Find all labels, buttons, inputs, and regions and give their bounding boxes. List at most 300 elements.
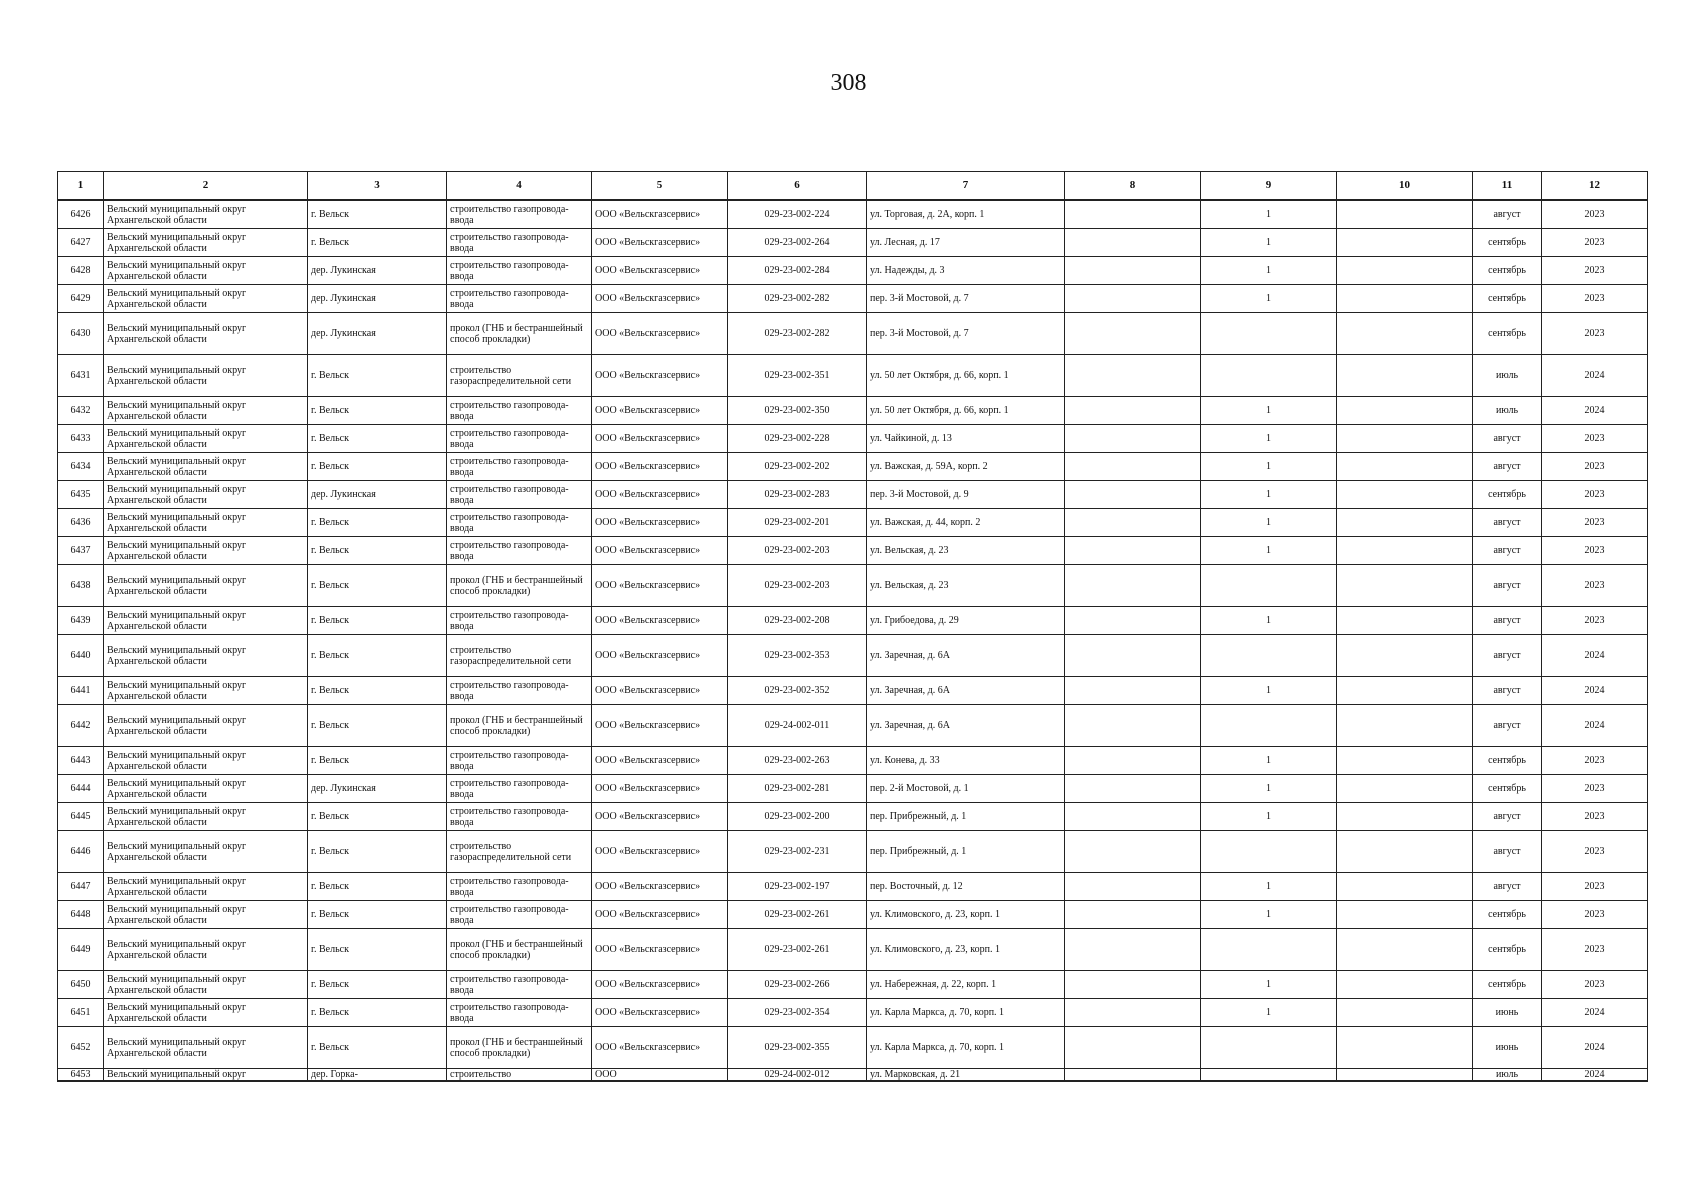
organization-cell: ООО «Вельскгазсервис» (592, 481, 728, 509)
year-cell: 2024 (1542, 355, 1648, 397)
locality-cell: г. Вельск (308, 537, 447, 565)
column-header: 3 (308, 172, 447, 201)
row-number: 6453 (58, 1069, 104, 1082)
work-type-cell: строительство газопровода-ввода (447, 481, 592, 509)
table-row (58, 929, 1648, 971)
table-row (58, 873, 1648, 901)
month-cell: сентябрь (1473, 481, 1542, 509)
column-8-cell (1065, 509, 1201, 537)
column-header: 4 (447, 172, 592, 201)
row-number: 6447 (58, 873, 104, 901)
row-number: 6430 (58, 313, 104, 355)
month-cell: август (1473, 705, 1542, 747)
work-type-cell: строительство газопровода-ввода (447, 285, 592, 313)
locality-cell: г. Вельск (308, 1027, 447, 1069)
object-code-cell: 029-23-002-282 (728, 313, 867, 355)
month-cell: август (1473, 831, 1542, 873)
column-9-cell: 1 (1201, 873, 1337, 901)
column-8-cell (1065, 1069, 1201, 1082)
table-row (58, 453, 1648, 481)
table-row (58, 537, 1648, 565)
work-type-cell: строительство газопровода-ввода (447, 873, 592, 901)
object-code-cell: 029-23-002-203 (728, 565, 867, 607)
row-number: 6432 (58, 397, 104, 425)
work-type-cell: строительство газопровода-ввода (447, 803, 592, 831)
table-row (58, 901, 1648, 929)
address-cell: ул. Вельская, д. 23 (867, 565, 1065, 607)
object-code-cell: 029-23-002-266 (728, 971, 867, 999)
column-8-cell (1065, 537, 1201, 565)
organization-cell: ООО «Вельскгазсервис» (592, 509, 728, 537)
organization-cell: ООО «Вельскгазсервис» (592, 313, 728, 355)
locality-cell: г. Вельск (308, 929, 447, 971)
municipality-cell: Вельский муниципальный округ Архангельской области (104, 453, 308, 481)
address-cell: ул. Грибоедова, д. 29 (867, 607, 1065, 635)
work-type-cell: строительство газопровода-ввода (447, 453, 592, 481)
year-cell: 2024 (1542, 1069, 1648, 1082)
object-code-cell: 029-23-002-283 (728, 481, 867, 509)
year-cell: 2023 (1542, 509, 1648, 537)
table-row (58, 425, 1648, 453)
year-cell: 2023 (1542, 607, 1648, 635)
locality-cell: г. Вельск (308, 901, 447, 929)
year-cell: 2024 (1542, 999, 1648, 1027)
column-9-cell (1201, 565, 1337, 607)
row-number: 6431 (58, 355, 104, 397)
work-type-cell: строительство газопровода-ввода (447, 901, 592, 929)
work-type-cell: строительство газораспределительной сети (447, 831, 592, 873)
column-8-cell (1065, 285, 1201, 313)
object-code-cell: 029-23-002-228 (728, 425, 867, 453)
work-type-cell: строительство газораспределительной сети (447, 355, 592, 397)
year-cell: 2024 (1542, 1027, 1648, 1069)
organization-cell: ООО «Вельскгазсервис» (592, 565, 728, 607)
municipality-cell: Вельский муниципальный округ Архангельской области (104, 929, 308, 971)
column-8-cell (1065, 971, 1201, 999)
locality-cell: г. Вельск (308, 565, 447, 607)
municipality-cell: Вельский муниципальный округ Архангельской области (104, 355, 308, 397)
municipality-cell: Вельский муниципальный округ Архангельской области (104, 313, 308, 355)
year-cell: 2023 (1542, 257, 1648, 285)
column-8-cell (1065, 607, 1201, 635)
column-9-cell: 1 (1201, 481, 1337, 509)
address-cell: ул. Климовского, д. 23, корп. 1 (867, 901, 1065, 929)
address-cell: ул. Чайкиной, д. 13 (867, 425, 1065, 453)
address-cell: ул. Набережная, д. 22, корп. 1 (867, 971, 1065, 999)
object-code-cell: 029-23-002-203 (728, 537, 867, 565)
locality-cell: г. Вельск (308, 200, 447, 229)
address-cell: ул. Климовского, д. 23, корп. 1 (867, 929, 1065, 971)
organization-cell: ООО «Вельскгазсервис» (592, 705, 728, 747)
column-10-cell (1337, 607, 1473, 635)
municipality-cell: Вельский муниципальный округ Архангельской области (104, 229, 308, 257)
month-cell: сентябрь (1473, 229, 1542, 257)
address-cell: ул. Конева, д. 33 (867, 747, 1065, 775)
column-10-cell (1337, 677, 1473, 705)
month-cell: сентябрь (1473, 747, 1542, 775)
column-10-cell (1337, 481, 1473, 509)
organization-cell: ООО «Вельскгазсервис» (592, 901, 728, 929)
column-8-cell (1065, 313, 1201, 355)
address-cell: ул. Важская, д. 59А, корп. 2 (867, 453, 1065, 481)
table-row (58, 229, 1648, 257)
column-9-cell (1201, 313, 1337, 355)
object-code-cell: 029-23-002-351 (728, 355, 867, 397)
table-row (58, 257, 1648, 285)
object-code-cell: 029-23-002-282 (728, 285, 867, 313)
work-type-cell: строительство газопровода-ввода (447, 999, 592, 1027)
year-cell: 2023 (1542, 565, 1648, 607)
month-cell: июнь (1473, 1027, 1542, 1069)
organization-cell: ООО «Вельскгазсервис» (592, 803, 728, 831)
month-cell: июль (1473, 1069, 1542, 1082)
row-number: 6438 (58, 565, 104, 607)
organization-cell: ООО «Вельскгазсервис» (592, 355, 728, 397)
work-type-cell: строительство газопровода-ввода (447, 677, 592, 705)
address-cell: ул. Заречная, д. 6А (867, 705, 1065, 747)
column-header: 2 (104, 172, 308, 201)
row-number: 6452 (58, 1027, 104, 1069)
municipality-cell: Вельский муниципальный округ Архангельской области (104, 747, 308, 775)
row-number: 6443 (58, 747, 104, 775)
row-number: 6434 (58, 453, 104, 481)
month-cell: август (1473, 509, 1542, 537)
column-9-cell: 1 (1201, 397, 1337, 425)
locality-cell: г. Вельск (308, 677, 447, 705)
column-8-cell (1065, 229, 1201, 257)
column-9-cell (1201, 929, 1337, 971)
work-type-cell: строительство газопровода-ввода (447, 397, 592, 425)
locality-cell: дер. Лукинская (308, 481, 447, 509)
column-8-cell (1065, 999, 1201, 1027)
year-cell: 2023 (1542, 200, 1648, 229)
column-8-cell (1065, 901, 1201, 929)
column-8-cell (1065, 831, 1201, 873)
column-8-cell (1065, 565, 1201, 607)
municipality-cell: Вельский муниципальный округ Архангельской области (104, 775, 308, 803)
organization-cell: ООО «Вельскгазсервис» (592, 677, 728, 705)
municipality-cell: Вельский муниципальный округ Архангельской области (104, 537, 308, 565)
work-type-cell: строительство газопровода-ввода (447, 775, 592, 803)
work-type-cell: прокол (ГНБ и бестраншейный способ прокладки) (447, 929, 592, 971)
organization-cell: ООО «Вельскгазсервис» (592, 229, 728, 257)
address-cell: ул. Вельская, д. 23 (867, 537, 1065, 565)
organization-cell: ООО «Вельскгазсервис» (592, 200, 728, 229)
table-row (58, 1069, 1648, 1082)
organization-cell: ООО «Вельскгазсервис» (592, 873, 728, 901)
work-type-cell: строительство (447, 1069, 592, 1082)
municipality-cell: Вельский муниципальный округ Архангельской области (104, 607, 308, 635)
column-10-cell (1337, 999, 1473, 1027)
month-cell: сентябрь (1473, 257, 1542, 285)
column-header: 7 (867, 172, 1065, 201)
row-number: 6445 (58, 803, 104, 831)
work-type-cell: строительство газопровода-ввода (447, 747, 592, 775)
year-cell: 2023 (1542, 425, 1648, 453)
column-8-cell (1065, 747, 1201, 775)
organization-cell: ООО «Вельскгазсервис» (592, 775, 728, 803)
organization-cell: ООО «Вельскгазсервис» (592, 425, 728, 453)
column-8-cell (1065, 929, 1201, 971)
organization-cell: ООО «Вельскгазсервис» (592, 257, 728, 285)
locality-cell: г. Вельск (308, 873, 447, 901)
locality-cell: г. Вельск (308, 705, 447, 747)
column-8-cell (1065, 200, 1201, 229)
municipality-cell: Вельский муниципальный округ Архангельской области (104, 873, 308, 901)
municipality-cell: Вельский муниципальный округ Архангельской области (104, 397, 308, 425)
column-10-cell (1337, 453, 1473, 481)
address-cell: пер. Прибрежный, д. 1 (867, 831, 1065, 873)
locality-cell: г. Вельск (308, 453, 447, 481)
row-number: 6442 (58, 705, 104, 747)
table-row (58, 285, 1648, 313)
column-10-cell (1337, 537, 1473, 565)
table-row (58, 999, 1648, 1027)
municipality-cell: Вельский муниципальный округ Архангельской области (104, 285, 308, 313)
column-10-cell (1337, 635, 1473, 677)
locality-cell: дер. Горка- (308, 1069, 447, 1082)
locality-cell: дер. Лукинская (308, 313, 447, 355)
address-cell: ул. Надежды, д. 3 (867, 257, 1065, 285)
registry-table (57, 171, 1648, 1082)
column-10-cell (1337, 747, 1473, 775)
work-type-cell: прокол (ГНБ и бестраншейный способ прокладки) (447, 705, 592, 747)
year-cell: 2024 (1542, 397, 1648, 425)
row-number: 6451 (58, 999, 104, 1027)
organization-cell: ООО «Вельскгазсервис» (592, 747, 728, 775)
work-type-cell: прокол (ГНБ и бестраншейный способ прокладки) (447, 313, 592, 355)
work-type-cell: строительство газопровода-ввода (447, 971, 592, 999)
column-10-cell (1337, 971, 1473, 999)
row-number: 6449 (58, 929, 104, 971)
column-10-cell (1337, 257, 1473, 285)
page-number: 308 (830, 70, 867, 96)
year-cell: 2023 (1542, 929, 1648, 971)
row-number: 6428 (58, 257, 104, 285)
row-number: 6439 (58, 607, 104, 635)
work-type-cell: строительство газопровода-ввода (447, 509, 592, 537)
table-row (58, 565, 1648, 607)
address-cell: ул. 50 лет Октября, д. 66, корп. 1 (867, 355, 1065, 397)
organization-cell: ООО (592, 1069, 728, 1082)
locality-cell: г. Вельск (308, 635, 447, 677)
municipality-cell: Вельский муниципальный округ Архангельской области (104, 677, 308, 705)
object-code-cell: 029-23-002-261 (728, 901, 867, 929)
municipality-cell: Вельский муниципальный округ Архангельской области (104, 803, 308, 831)
municipality-cell: Вельский муниципальный округ Архангельской области (104, 971, 308, 999)
address-cell: пер. 2-й Мостовой, д. 1 (867, 775, 1065, 803)
table-row (58, 831, 1648, 873)
column-9-cell (1201, 355, 1337, 397)
municipality-cell: Вельский муниципальный округ Архангельской области (104, 425, 308, 453)
address-cell: пер. Прибрежный, д. 1 (867, 803, 1065, 831)
column-10-cell (1337, 285, 1473, 313)
column-header: 12 (1542, 172, 1648, 201)
column-10-cell (1337, 929, 1473, 971)
column-header: 11 (1473, 172, 1542, 201)
month-cell: сентябрь (1473, 775, 1542, 803)
address-cell: ул. Торговая, д. 2А, корп. 1 (867, 200, 1065, 229)
column-9-cell: 1 (1201, 747, 1337, 775)
row-number: 6429 (58, 285, 104, 313)
locality-cell: дер. Лукинская (308, 775, 447, 803)
work-type-cell: строительство газопровода-ввода (447, 229, 592, 257)
month-cell: август (1473, 200, 1542, 229)
table-row (58, 313, 1648, 355)
row-number: 6441 (58, 677, 104, 705)
column-8-cell (1065, 635, 1201, 677)
object-code-cell: 029-23-002-200 (728, 803, 867, 831)
row-number: 6450 (58, 971, 104, 999)
column-10-cell (1337, 355, 1473, 397)
row-number: 6435 (58, 481, 104, 509)
object-code-cell: 029-23-002-281 (728, 775, 867, 803)
column-9-cell: 1 (1201, 453, 1337, 481)
row-number: 6448 (58, 901, 104, 929)
column-header: 9 (1201, 172, 1337, 201)
work-type-cell: строительство газопровода-ввода (447, 200, 592, 229)
organization-cell: ООО «Вельскгазсервис» (592, 285, 728, 313)
year-cell: 2023 (1542, 481, 1648, 509)
address-cell: пер. 3-й Мостовой, д. 9 (867, 481, 1065, 509)
table-row (58, 677, 1648, 705)
column-8-cell (1065, 1027, 1201, 1069)
month-cell: август (1473, 607, 1542, 635)
object-code-cell: 029-23-002-197 (728, 873, 867, 901)
month-cell: сентябрь (1473, 901, 1542, 929)
table-row (58, 747, 1648, 775)
organization-cell: ООО «Вельскгазсервис» (592, 397, 728, 425)
municipality-cell: Вельский муниципальный округ Архангельской области (104, 831, 308, 873)
column-9-cell (1201, 1027, 1337, 1069)
column-9-cell: 1 (1201, 509, 1337, 537)
address-cell: ул. Лесная, д. 17 (867, 229, 1065, 257)
municipality-cell: Вельский муниципальный округ Архангельской области (104, 509, 308, 537)
object-code-cell: 029-23-002-201 (728, 509, 867, 537)
address-cell: ул. Заречная, д. 6А (867, 635, 1065, 677)
object-code-cell: 029-23-002-208 (728, 607, 867, 635)
organization-cell: ООО «Вельскгазсервис» (592, 537, 728, 565)
month-cell: август (1473, 873, 1542, 901)
locality-cell: г. Вельск (308, 509, 447, 537)
column-8-cell (1065, 677, 1201, 705)
address-cell: пер. 3-й Мостовой, д. 7 (867, 313, 1065, 355)
object-code-cell: 029-23-002-264 (728, 229, 867, 257)
address-cell: ул. Заречная, д. 6А (867, 677, 1065, 705)
year-cell: 2024 (1542, 635, 1648, 677)
organization-cell: ООО «Вельскгазсервис» (592, 831, 728, 873)
object-code-cell: 029-23-002-353 (728, 635, 867, 677)
row-number: 6427 (58, 229, 104, 257)
column-9-cell: 1 (1201, 775, 1337, 803)
column-10-cell (1337, 565, 1473, 607)
month-cell: август (1473, 677, 1542, 705)
column-8-cell (1065, 873, 1201, 901)
year-cell: 2023 (1542, 285, 1648, 313)
column-9-cell: 1 (1201, 901, 1337, 929)
column-10-cell (1337, 873, 1473, 901)
object-code-cell: 029-23-002-261 (728, 929, 867, 971)
row-number: 6446 (58, 831, 104, 873)
year-cell: 2024 (1542, 705, 1648, 747)
locality-cell: дер. Лукинская (308, 257, 447, 285)
column-10-cell (1337, 901, 1473, 929)
column-9-cell: 1 (1201, 537, 1337, 565)
address-cell: ул. Марковская, д. 21 (867, 1069, 1065, 1082)
municipality-cell: Вельский муниципальный округ Архангельской области (104, 901, 308, 929)
municipality-cell: Вельский муниципальный округ Архангельской области (104, 1027, 308, 1069)
column-10-cell (1337, 397, 1473, 425)
locality-cell: г. Вельск (308, 747, 447, 775)
column-9-cell: 1 (1201, 257, 1337, 285)
column-10-cell (1337, 1069, 1473, 1082)
object-code-cell: 029-23-002-263 (728, 747, 867, 775)
year-cell: 2023 (1542, 831, 1648, 873)
object-code-cell: 029-23-002-350 (728, 397, 867, 425)
work-type-cell: строительство газопровода-ввода (447, 425, 592, 453)
table-row (58, 200, 1648, 229)
organization-cell: ООО «Вельскгазсервис» (592, 971, 728, 999)
column-8-cell (1065, 481, 1201, 509)
year-cell: 2023 (1542, 313, 1648, 355)
object-code-cell: 029-23-002-202 (728, 453, 867, 481)
table-row (58, 509, 1648, 537)
column-8-cell (1065, 257, 1201, 285)
locality-cell: г. Вельск (308, 803, 447, 831)
column-10-cell (1337, 200, 1473, 229)
column-10-cell (1337, 705, 1473, 747)
year-cell: 2023 (1542, 229, 1648, 257)
column-9-cell: 1 (1201, 425, 1337, 453)
month-cell: сентябрь (1473, 285, 1542, 313)
month-cell: август (1473, 453, 1542, 481)
column-header: 8 (1065, 172, 1201, 201)
year-cell: 2024 (1542, 677, 1648, 705)
month-cell: сентябрь (1473, 313, 1542, 355)
column-9-cell: 1 (1201, 607, 1337, 635)
locality-cell: г. Вельск (308, 607, 447, 635)
month-cell: июль (1473, 397, 1542, 425)
column-header: 6 (728, 172, 867, 201)
column-header: 5 (592, 172, 728, 201)
row-number: 6436 (58, 509, 104, 537)
year-cell: 2023 (1542, 453, 1648, 481)
work-type-cell: прокол (ГНБ и бестраншейный способ прокладки) (447, 565, 592, 607)
municipality-cell: Вельский муниципальный округ Архангельской области (104, 635, 308, 677)
column-10-cell (1337, 313, 1473, 355)
table-row (58, 775, 1648, 803)
organization-cell: ООО «Вельскгазсервис» (592, 607, 728, 635)
address-cell: ул. Важская, д. 44, корп. 2 (867, 509, 1065, 537)
table-row (58, 803, 1648, 831)
column-10-cell (1337, 775, 1473, 803)
column-9-cell: 1 (1201, 285, 1337, 313)
work-type-cell: строительство газопровода-ввода (447, 537, 592, 565)
column-9-cell: 1 (1201, 971, 1337, 999)
column-header: 1 (58, 172, 104, 201)
municipality-cell: Вельский муниципальный округ Архангельской области (104, 565, 308, 607)
month-cell: август (1473, 425, 1542, 453)
locality-cell: г. Вельск (308, 397, 447, 425)
object-code-cell: 029-23-002-354 (728, 999, 867, 1027)
month-cell: август (1473, 537, 1542, 565)
address-cell: ул. Карла Маркса, д. 70, корп. 1 (867, 999, 1065, 1027)
column-9-cell: 1 (1201, 200, 1337, 229)
table-row (58, 481, 1648, 509)
month-cell: июль (1473, 355, 1542, 397)
column-9-cell: 1 (1201, 229, 1337, 257)
table-row (58, 355, 1648, 397)
